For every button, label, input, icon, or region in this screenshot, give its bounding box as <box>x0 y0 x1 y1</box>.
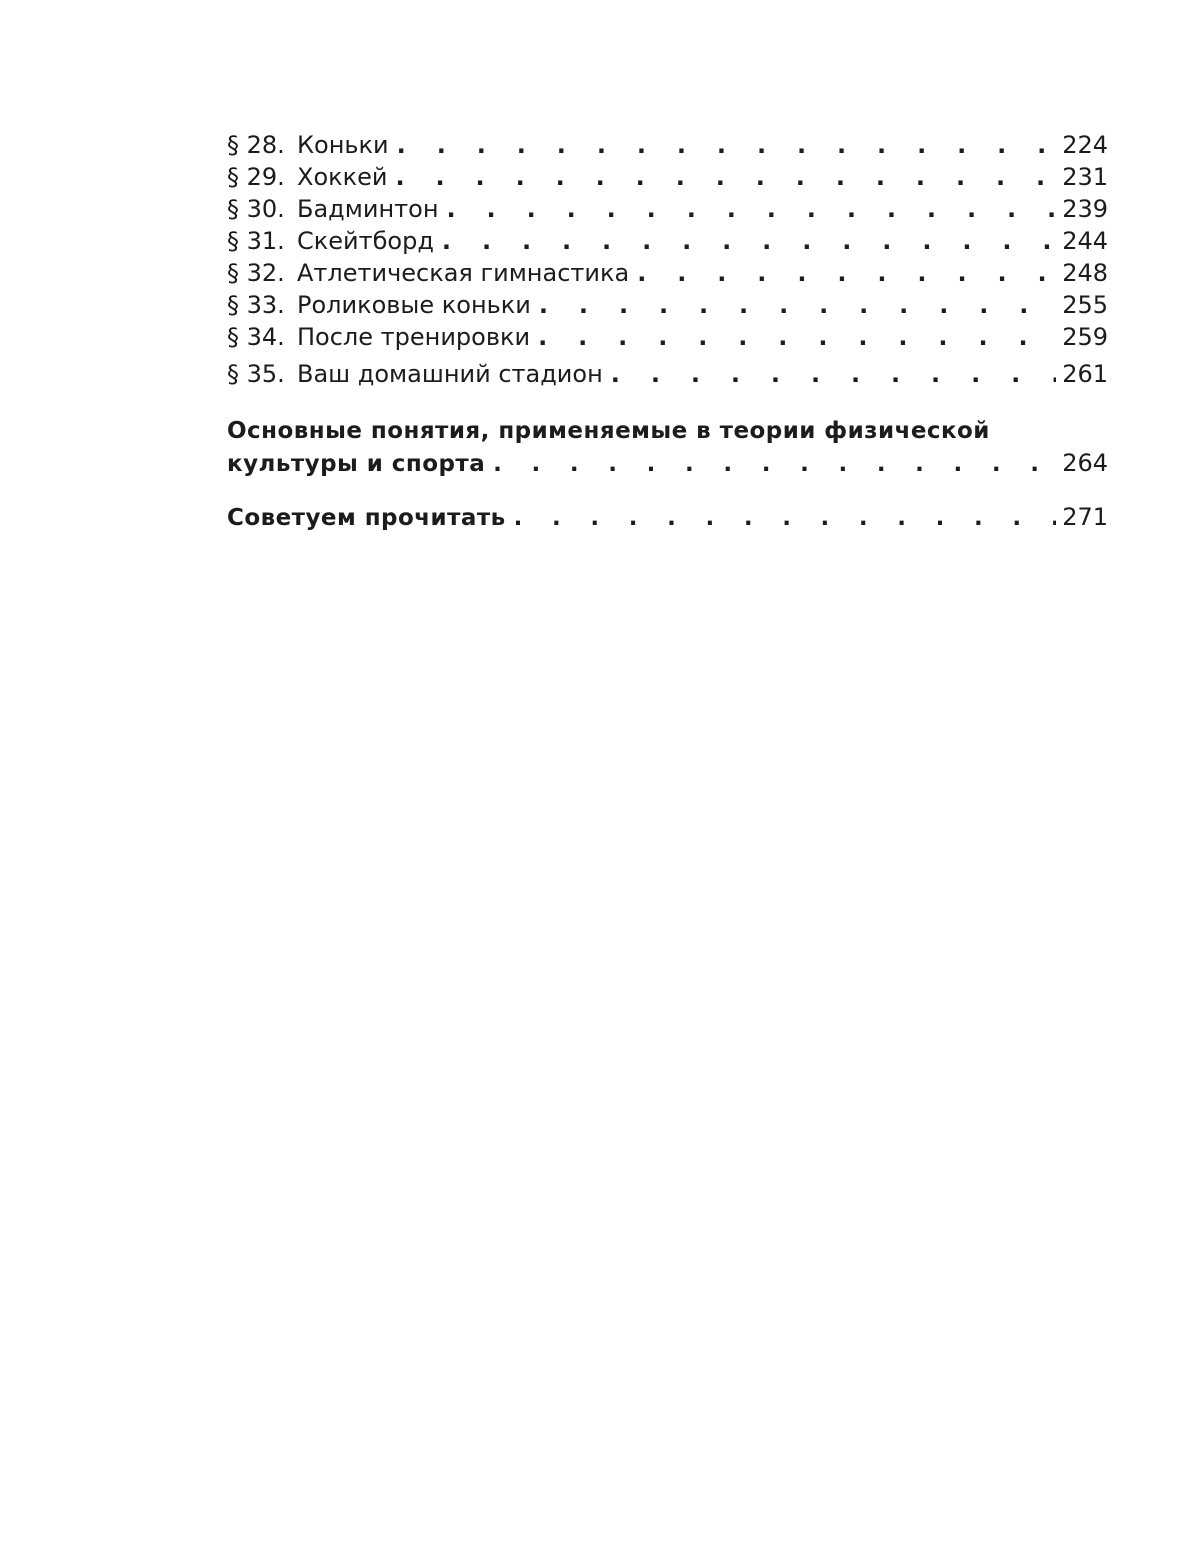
toc-entry-reading <box>227 501 1108 533</box>
dot-leader <box>538 321 1056 353</box>
section-number: § 34. <box>227 323 285 351</box>
section-title: Ваш домашний стадион <box>297 360 603 388</box>
section-title: Бадминтон <box>297 195 439 223</box>
toc-entry-31 <box>227 225 1108 257</box>
reading-row <box>227 501 1108 533</box>
toc-entry-33 <box>227 289 1108 321</box>
toc-entry-35 <box>227 357 1108 391</box>
page-number: 271 <box>1062 503 1108 531</box>
section-title: После тренировки <box>297 323 531 351</box>
dot-leader <box>395 161 1056 193</box>
dot-leader <box>397 129 1057 161</box>
page-number: 244 <box>1062 227 1108 255</box>
section-number: § 31. <box>227 227 285 255</box>
section-title: Роликовые коньки <box>297 291 531 319</box>
toc-entry-32 <box>227 257 1108 289</box>
toc-entry-30 <box>227 193 1108 225</box>
section-number: § 28. <box>227 131 285 159</box>
dot-leader <box>637 257 1056 289</box>
dot-leader <box>447 193 1057 225</box>
section-title: Скейтборд <box>297 227 434 255</box>
reading-title: Советуем прочитать <box>227 505 506 531</box>
page-number: 239 <box>1062 195 1108 223</box>
page-number: 248 <box>1062 259 1108 287</box>
dot-leader <box>493 448 1056 480</box>
section-number: § 30. <box>227 195 285 223</box>
section-number: § 33. <box>227 291 285 319</box>
section-number: § 35. <box>227 360 285 388</box>
table-of-contents <box>227 129 1108 533</box>
page-number: 255 <box>1062 291 1108 319</box>
glossary-line2-row <box>227 447 1108 479</box>
glossary-title-line1: Основные понятия, применяемые в теории физической <box>227 418 990 444</box>
section-title: Хоккей <box>297 163 388 191</box>
page-number: 224 <box>1062 131 1108 159</box>
glossary-title-line2: культуры и спорта <box>227 451 486 477</box>
toc-entry-glossary <box>227 415 1108 479</box>
dot-leader <box>442 225 1056 257</box>
page-number: 231 <box>1062 163 1108 191</box>
dot-leader <box>539 289 1056 321</box>
dot-leader <box>514 502 1057 534</box>
section-title: Атлетическая гимнастика <box>297 259 630 287</box>
section-number: § 29. <box>227 163 285 191</box>
page-number: 264 <box>1062 449 1108 477</box>
section-title: Коньки <box>297 131 389 159</box>
section-number: § 32. <box>227 259 285 287</box>
toc-entry-29 <box>227 161 1108 193</box>
toc-entry-34 <box>227 321 1108 353</box>
toc-entry-28 <box>227 129 1108 161</box>
dot-leader <box>611 357 1056 391</box>
page-number: 261 <box>1062 360 1108 388</box>
page-number: 259 <box>1062 323 1108 351</box>
